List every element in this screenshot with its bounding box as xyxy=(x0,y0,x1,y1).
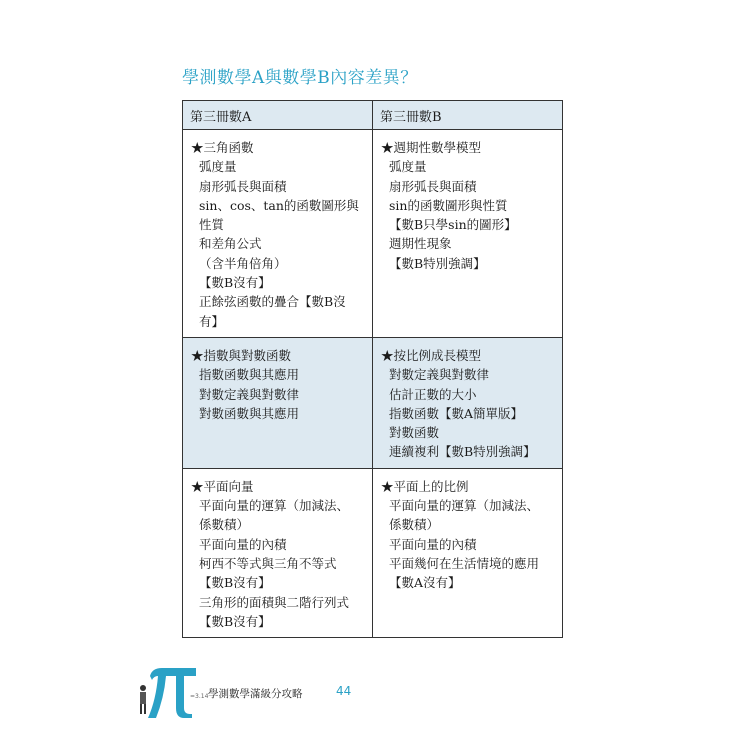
cell-content xyxy=(183,338,372,429)
cell-line: 【數B特別強調】 xyxy=(389,255,486,271)
cell-line: ★指數與對數函數 xyxy=(191,347,292,363)
header-math-a: 第三冊數A xyxy=(183,101,373,130)
header-math-b: 第三冊數B xyxy=(373,101,563,130)
cell-math-b xyxy=(373,337,563,468)
cell-line: 估計正數的大小 xyxy=(389,386,477,402)
cell-line: ★平面向量 xyxy=(191,478,254,494)
cell-line: ★三角函數 xyxy=(191,140,254,155)
cell-line: 扇形弧長與面積 xyxy=(389,178,477,194)
table-row xyxy=(183,130,563,338)
cell-line: 平面向量的運算（加減法、 xyxy=(199,498,350,514)
cell-line: 性質 xyxy=(199,217,225,233)
cell-math-a xyxy=(183,468,373,637)
cell-math-b xyxy=(373,130,563,338)
cell-content xyxy=(373,469,562,599)
cell-line: 【數A沒有】 xyxy=(389,575,461,591)
cell-line: 【數B沒有】 xyxy=(199,575,271,591)
page-number: 44 xyxy=(336,684,352,698)
cell-line: 對數函數 xyxy=(389,425,440,441)
logo-caption: =3.14 xyxy=(190,693,209,700)
cell-line: sin、cos、tan的函數圖形與 xyxy=(199,197,359,213)
cell-content xyxy=(183,469,372,637)
footer-book-title: 學測數學滿級分攻略 xyxy=(208,688,303,700)
cell-content xyxy=(373,338,562,468)
cell-content xyxy=(183,130,372,337)
cell-math-a xyxy=(183,130,373,338)
cell-line: ★週期性數學模型 xyxy=(381,140,482,155)
cell-line: 和差角公式 xyxy=(199,236,262,252)
table-header-row xyxy=(183,101,563,130)
cell-line: 平面幾何在生活情境的應用 xyxy=(389,555,540,571)
cell-line: ★按比例成長模型 xyxy=(381,347,482,363)
table-row xyxy=(183,337,563,468)
cell-line: 【數B沒有】 xyxy=(199,275,271,291)
cell-line: （含半角倍角） xyxy=(199,255,287,271)
comparison-table xyxy=(182,100,563,638)
cell-content xyxy=(373,130,562,279)
cell-line: 平面向量的內積 xyxy=(199,536,287,552)
cell-line: 三角形的面積與二階行列式 xyxy=(199,594,350,610)
cell-line: 【數B沒有】 xyxy=(199,613,271,629)
cell-math-b xyxy=(373,468,563,637)
cell-line: 平面向量的內積 xyxy=(389,536,477,552)
cell-line: 指數函數【數A簡單版】 xyxy=(389,405,524,421)
cell-line: 柯西不等式與三角不等式 xyxy=(199,555,337,571)
cell-line: ★平面上的比例 xyxy=(381,478,469,494)
cell-math-a xyxy=(183,337,373,468)
cell-line: 弧度量 xyxy=(389,159,427,175)
cell-line: 正餘弦函數的疊合【數B沒 xyxy=(199,294,346,310)
cell-line: 對數函數與其應用 xyxy=(199,405,300,421)
cell-line: 對數定義與對數律 xyxy=(389,367,490,383)
cell-line: 有】 xyxy=(199,313,225,329)
cell-line: 指數函數與其應用 xyxy=(199,367,300,383)
page-title: 學測數學A與數學B內容差異？ xyxy=(182,68,418,88)
cell-line: 扇形弧長與面積 xyxy=(199,178,287,194)
cell-line: 【數B只學sin的圖形】 xyxy=(389,217,517,233)
cell-line: 連續複利【數B特別強調】 xyxy=(389,444,536,460)
cell-line: 係數積） xyxy=(389,517,440,533)
cell-line: 對數定義與對數律 xyxy=(199,386,300,402)
table-row xyxy=(183,468,563,637)
cell-line: sin的函數圖形與性質 xyxy=(389,197,508,213)
cell-line: 週期性現象 xyxy=(389,236,452,252)
pi-logo xyxy=(138,658,210,720)
cell-line: 平面向量的運算（加減法、 xyxy=(389,498,540,514)
cell-line: 弧度量 xyxy=(199,159,237,175)
cell-line: 係數積） xyxy=(199,517,250,533)
